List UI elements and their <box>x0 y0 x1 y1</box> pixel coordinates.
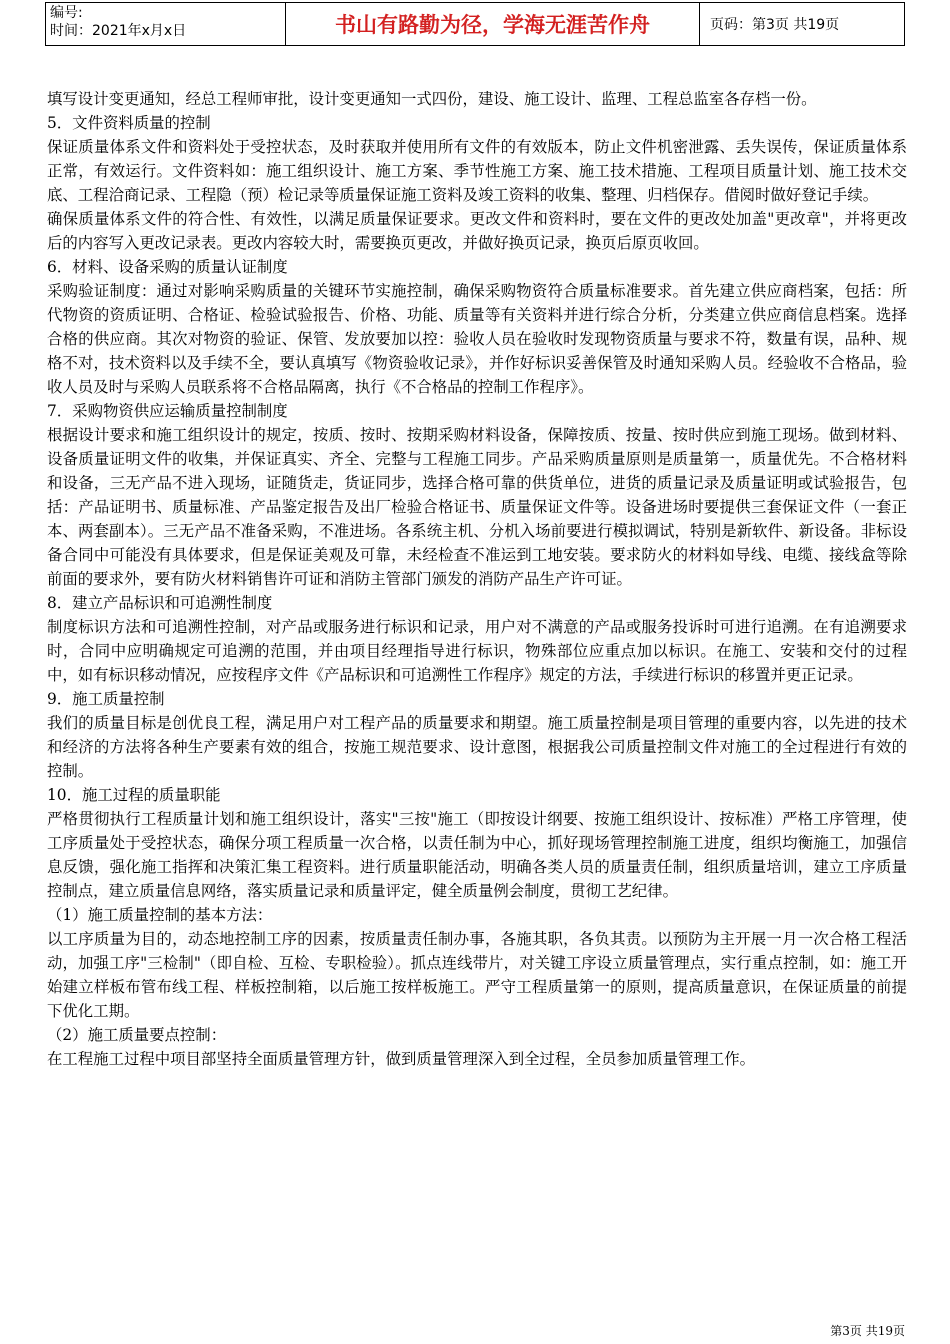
document-number-label: 编号: <box>50 5 83 21</box>
paragraph: 以工序质量为目的，动态地控制工序的因素，按质量责任制办事，各施其职，各负其责。以预防为主开展一月一次合格工程活动，加强工序"三检制"（即自检、互检、专职检验）。抓点连线带片，对关键工序设立质量管理点，实行重点控制，如：施工开始建立样板布管布线工程、样板控制箱，以后施工按样板施工。严守工程质量第一的原则，提高质量意识，在保证质量的前提下优化工期。 <box>47 930 907 1020</box>
section-heading: 7．采购物资供应运输质量控制制度 <box>47 402 288 420</box>
paragraph: 我们的质量目标是创优良工程，满足用户对工程产品的质量要求和期望。施工质量控制是项目管理的重要内容，以先进的技术和经济的方法将各种生产要素有效的组合，按施工规范要求、设计意图，根据我公司质量控制文件对施工的全过程进行有效的控制。 <box>47 714 907 780</box>
section-heading: 5．文件资料质量的控制 <box>47 114 211 132</box>
header-motto: 书山有路勤为径，学海无涯苦作舟 <box>286 3 700 45</box>
paragraph: 确保质量体系文件的符合性、有效性，以满足质量保证要求。更改文件和资料时，要在文件的更改处加盖"更改章"，并将更改后的内容写入更改记录表。更改内容较大时，需要换页更改，并做好换页记录，换页后原页收回。 <box>47 210 907 252</box>
page-footer: 第3页 共19页 <box>830 1324 905 1338</box>
paragraph: 制度标识方法和可追溯性控制，对产品或服务进行标识和记录，用户对不满意的产品或服务投诉时可进行追溯。在有追溯要求时，合同中应明确规定可追溯的范围，并由项目经理指导进行标识，物殊部位应重点加以标识。在施工、安装和交付的过程中，如有标识移动情况，应按程序文件《产品标识和可追溯性工作程序》规定的方法，手续进行标识的移置并更正记录。 <box>47 618 907 684</box>
paragraph: 保证质量体系文件和资料处于受控状态，及时获取并使用所有文件的有效版本，防止文件机密泄露、丢失误传，保证质量体系正常，有效运行。文件资料如：施工组织设计、施工方案、季节性施工方案、施工技术措施、工程项目质量计划、施工技术交底、工程洽商记录、工程隐（预）检记录等质量保证施工资料及竣工资料的收集、整理、归档保存。借阅时做好登记手续。 <box>47 138 907 204</box>
section-heading: 6．材料、设备采购的质量认证制度 <box>47 258 288 276</box>
header-info <box>46 3 286 45</box>
section-heading: 10．施工过程的质量职能 <box>47 786 221 804</box>
paragraph: 在工程施工过程中项目部坚持全面质量管理方针，做到质量管理深入到全过程，全员参加质量管理工作。 <box>47 1050 755 1068</box>
subsection-heading: （2）施工质量要点控制： <box>47 1026 227 1044</box>
paragraph: 根据设计要求和施工组织设计的规定，按质、按时、按期采购材料设备，保障按质、按量、按时供应到施工现场。做到材料、设备质量证明文件的收集，并保证真实、齐全、完整与工程施工同步。产品采购质量原则是质量第一，质量优先。不合格材料和设备，三无产品不进入现场，证随货走，货证同步，选择合格可靠的供货单位，进货的质量记录及质量证明或试验报告，包括：产品证明书、质量标准、产品鉴定报告及出厂检验合格证书、质量保证文件等。设备进场时要提供三套保证文件（一套正本、两套副本）。三无产品不准备采购，不准进场。各系统主机、分机入场前要进行模拟调试，特别是新软件、新设备。非标设备合同中可能没有具体要求，但是保证美观及可靠，未经检查不准运到工地安装。要求防火的材料如导线、电缆、接线盒等除前面的要求外，要有防火材料销售许可证和消防主管部门颁发的消防产品生产许可证。 <box>47 426 907 588</box>
section-heading: 8．建立产品标识和可追溯性制度 <box>47 594 273 612</box>
paragraph: 采购验证制度：通过对影响采购质量的关键环节实施控制，确保采购物资符合质量标准要求。首先建立供应商档案，包括：所代物资的资质证明、合格证、检验试验报告、价格、功能、质量等有关资料并进行综合分析，分类建立供应商信息档案。选择合格的供应商。其次对物资的验证、保管、发放要加以控：验收人员在验收时发现物资质量与要求不符，数量有误，品种、规格不对，技术资料以及手续不全，要认真填写《物资验收记录》，并作好标识妥善保管及时通知采购人员。经验收不合格品，验收人员及时与采购人员联系将不合格品隔离，执行《不合格品的控制工作程序》。 <box>47 282 907 396</box>
paragraph: 填写设计变更通知，经总工程师审批，设计变更通知一式四份，建设、施工设计、监理、工程总监室各存档一份。 <box>47 90 817 108</box>
page-header <box>45 2 905 46</box>
paragraph: 严格贯彻执行工程质量计划和施工组织设计，落实"三按"施工（即按设计纲要、按施工组织设计、按标准）严格工序管理，使工序质量处于受控状态，确保分项工程质量一次合格，以责任制为中心，抓好现场管理控制施工进度，组织均衡施工，加强信息反馈，强化施工指挥和决策汇集工程资料。进行质量职能活动，明确各类人员的质量责任制，组织质量培训，建立工序质量控制点，建立质量信息网络，落实质量记录和质量评定，健全质量例会制度，贯彻工艺纪律。 <box>47 810 907 900</box>
document-date: 时间：2021年x月x日 <box>50 23 187 39</box>
subsection-heading: （1）施工质量控制的基本方法： <box>47 906 273 924</box>
header-page-number: 页码：第3页 共19页 <box>710 17 840 33</box>
section-heading: 9．施工质量控制 <box>47 690 165 708</box>
document-body <box>47 87 907 1071</box>
